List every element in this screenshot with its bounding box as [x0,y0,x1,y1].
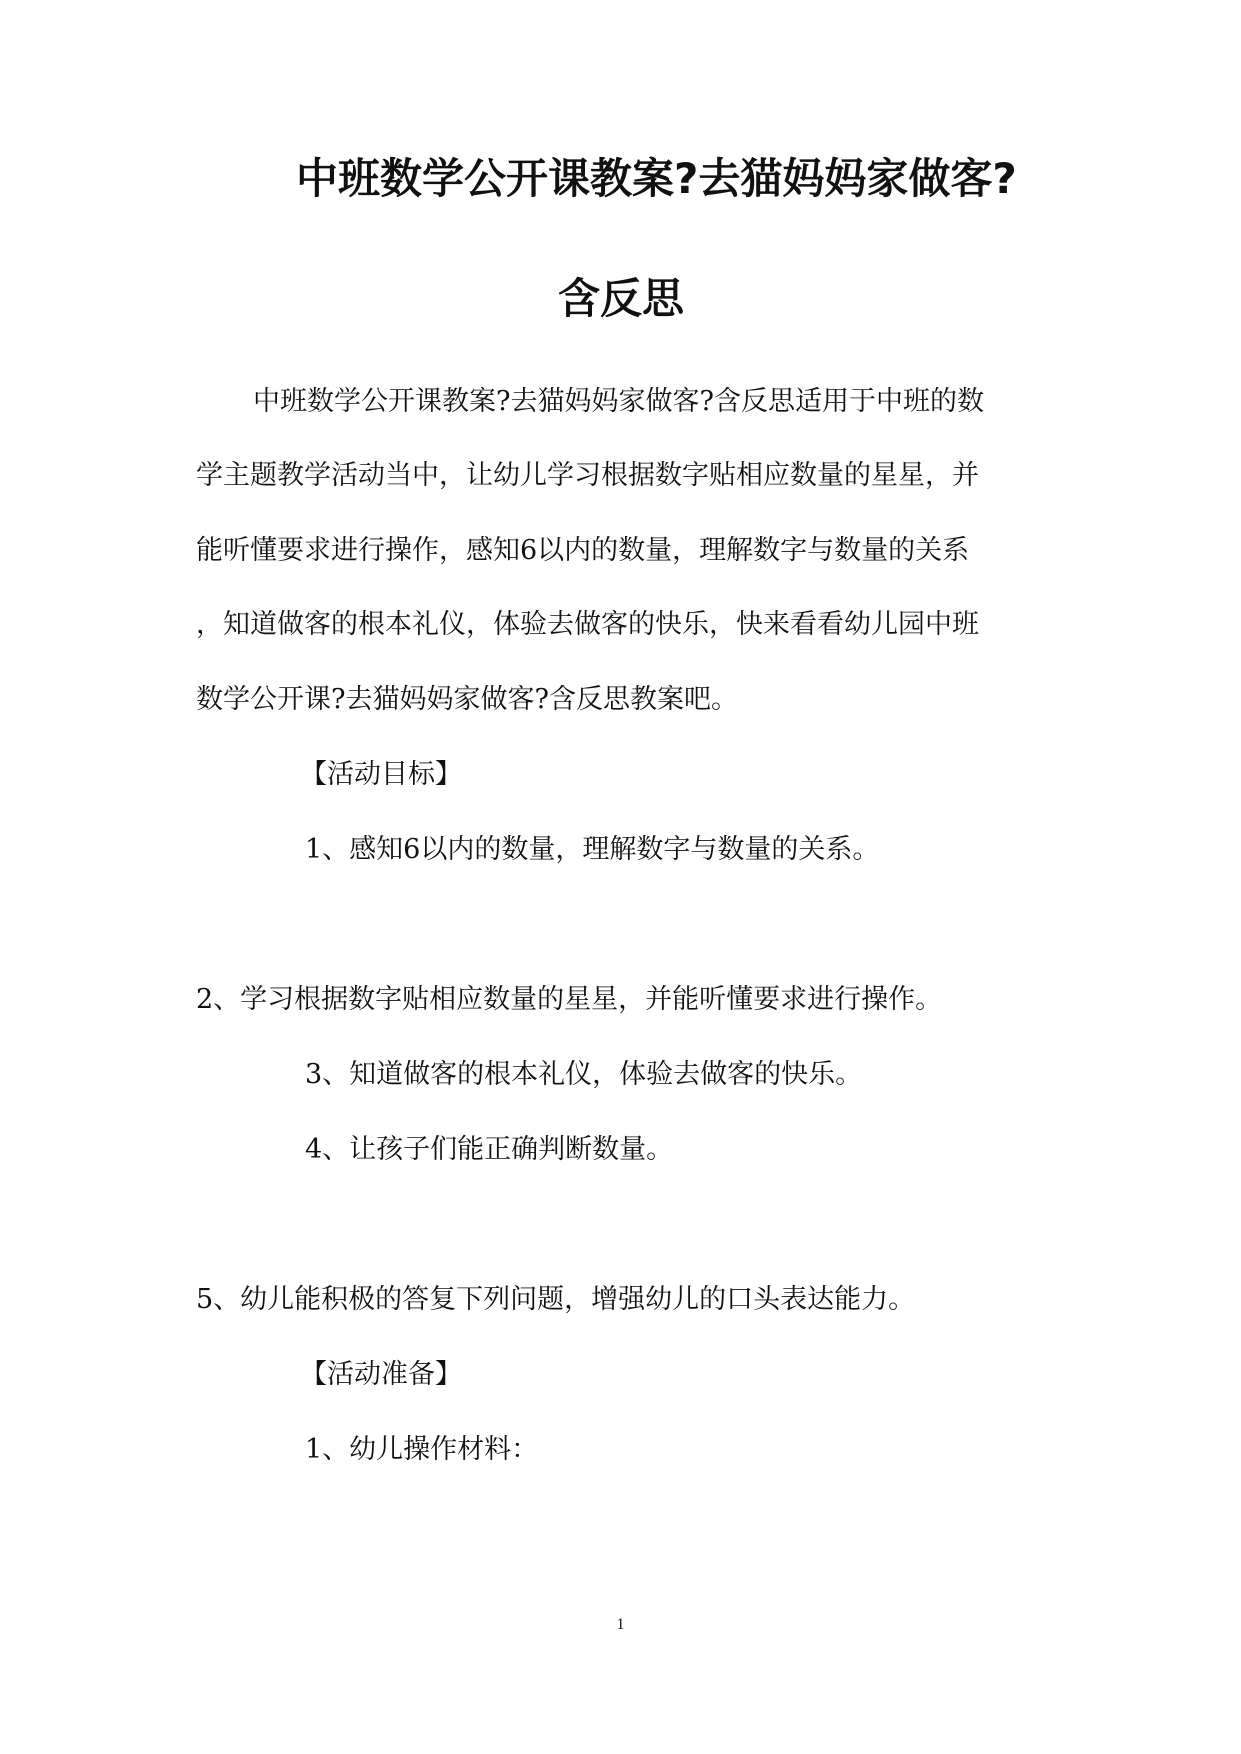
intro-line-1: 中班数学公开课教案?去猫妈妈家做客?含反思适用于中班的数 [253,386,984,417]
document-title-line-2: 含反思 [558,274,685,323]
document-title-line-1: 中班数学公开课教案?去猫妈妈家做客? [296,154,1017,203]
goal-item-2: 2、学习根据数字贴相应数量的星星，并能听懂要求进行操作。 [196,984,943,1015]
page-number: 1 [616,1616,625,1633]
goal-item-4: 4、让孩子们能正确判断数量。 [305,1134,674,1165]
section-heading-goals: 【活动目标】 [300,759,462,790]
intro-line-2: 学主题教学活动当中，让幼儿学习根据数字贴相应数量的星星，并 [196,460,979,491]
prep-item-1: 1、幼儿操作材料： [305,1434,539,1465]
intro-line-3: 能听懂要求进行操作，感知6以内的数量，理解数字与数量的关系 [196,535,970,566]
intro-line-4: ，知道做客的根本礼仪，体验去做客的快乐，快来看看幼儿园中班 [196,609,979,640]
goal-item-5: 5、幼儿能积极的答复下列问题，增强幼儿的口头表达能力。 [196,1284,916,1315]
intro-line-5: 数学公开课?去猫妈妈家做客?含反思教案吧。 [196,684,738,715]
section-heading-preparation: 【活动准备】 [300,1359,462,1390]
goal-item-3: 3、知道做客的根本礼仪，体验去做客的快乐。 [305,1059,863,1090]
goal-item-1: 1、感知6以内的数量，理解数字与数量的关系。 [305,834,880,865]
